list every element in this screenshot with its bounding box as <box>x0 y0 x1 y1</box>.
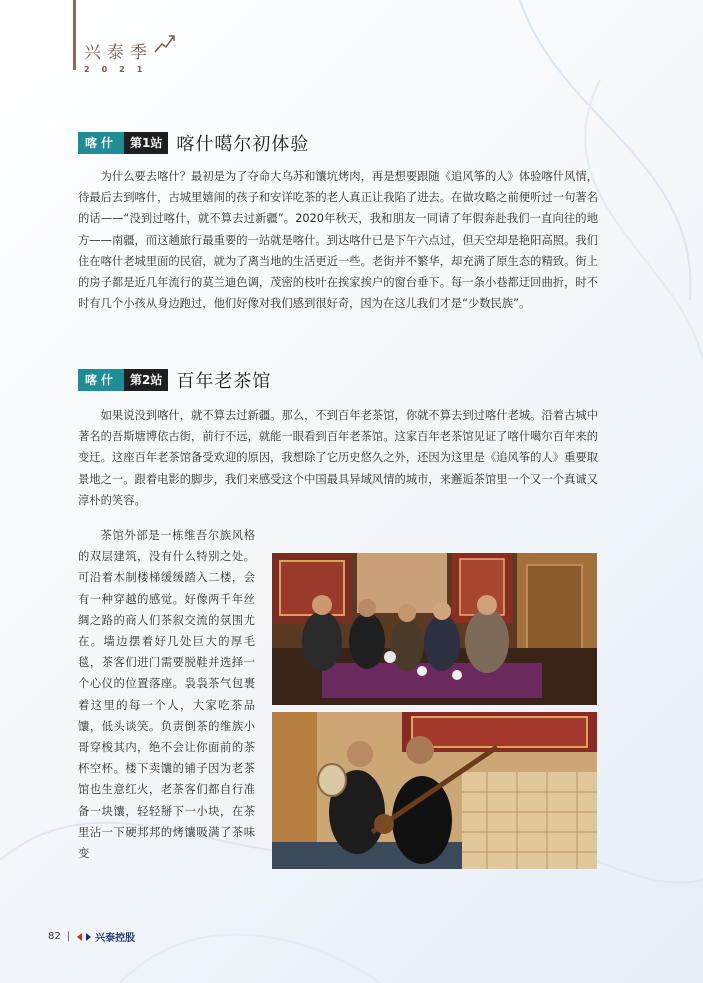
section-2-paragraph: 如果说没到喀什，就不算去过新疆。那么，不到百年老茶馆，你就不算去到过喀什老城。沿着古城中著名的吾斯塘博依古街，前行不远，就能一眼看到百年老茶馆。这家百年老茶馆见证了喀什噶尔百年来的变迁。这座百年老茶馆备受欢迎的原因，我想除了它历史悠久之外，还因为这里是《追风筝的人》重要取景地之一。跟着电影的脚步，我们来感受这个中国最具异域风情的城市，来邂逅茶馆里一个又一个真诚又淳朴的笑容。 <box>78 409 598 507</box>
city-tag: 喀什 <box>78 369 124 391</box>
header-vertical-bar <box>73 0 76 70</box>
footer-separator: | <box>66 931 71 942</box>
page-number: 82 <box>48 931 61 942</box>
teahouse-musicians-photo <box>272 712 597 869</box>
page-footer <box>48 929 135 944</box>
brand-title: 兴泰季 <box>84 43 153 63</box>
section-2-heading <box>78 368 271 392</box>
section-title: 百年老茶馆 <box>176 371 272 392</box>
section-2-side-paragraph: 茶馆外部是一栋维吾尔族风格的双层建筑，没有什么特别之处。可沿着木制楼梯缓缓踏入二楼，会有一种穿越的感觉。好像两千年丝绸之路的商人们茶叙交流的氛围尤在。墙边摆着好几处巨大的厚毛毯，茶客们进门需要脱鞋并选择一个心仪的位置落座。袅袅茶气包裹着这里的每一个人，大家吃茶品馕，低头谈笑。负责倒茶的维族小哥穿梭其内，绝不会让你面前的茶杯空杯。楼下卖馕的铺子因为老茶馆也生意红火，老茶客们都自行准备一块馕，轻轻掰下一小块，在茶里沾一下硬邦邦的烤馕吸满了茶味变 <box>78 529 255 861</box>
brand-header <box>84 38 154 74</box>
stop-tag: 第1站 <box>124 132 168 154</box>
section-1-heading <box>78 131 309 155</box>
company-name: 兴泰控股 <box>95 933 136 944</box>
section-title: 喀什噶尔初体验 <box>176 134 310 155</box>
stop-tag: 第2站 <box>124 369 168 391</box>
section-1-paragraph: 为什么要去喀什？最初是为了夺命大乌苏和馕坑烤肉，再是想要跟随《追风筝的人》体验喀什风情，待最后去到喀什，古城里嬉闹的孩子和安详吃茶的老人真正让我陷了进去。在做攻略之前便听过一句著名的话——“没到过喀什，就不算去过新疆”。2020年秋天，我和朋友一同请了年假奔赴我们一直向往的地方——南疆，而这趟旅行最重要的一站就是喀什。到达喀什已是下午六点过，但天空却是艳阳高照。我们住在喀什老城里面的民宿，就为了离当地的生活更近一些。老街并不繁华，却充满了原生态的精致。街上的房子都是近几年流行的莫兰迪色调，茂密的枝叶在挨家挨户的窗台垂下。每一条小巷都迂回曲折，时不时有几个小孩从身边跑过，他们好像对我们感到很好奇，因为在这儿我们才是“少数民族”。 <box>78 170 598 311</box>
growth-arrow-icon <box>154 34 176 54</box>
teahouse-elders-photo <box>272 553 597 705</box>
city-tag: 喀什 <box>78 132 124 154</box>
brand-year: 2021 <box>84 65 155 74</box>
company-logo-icon <box>76 932 92 942</box>
